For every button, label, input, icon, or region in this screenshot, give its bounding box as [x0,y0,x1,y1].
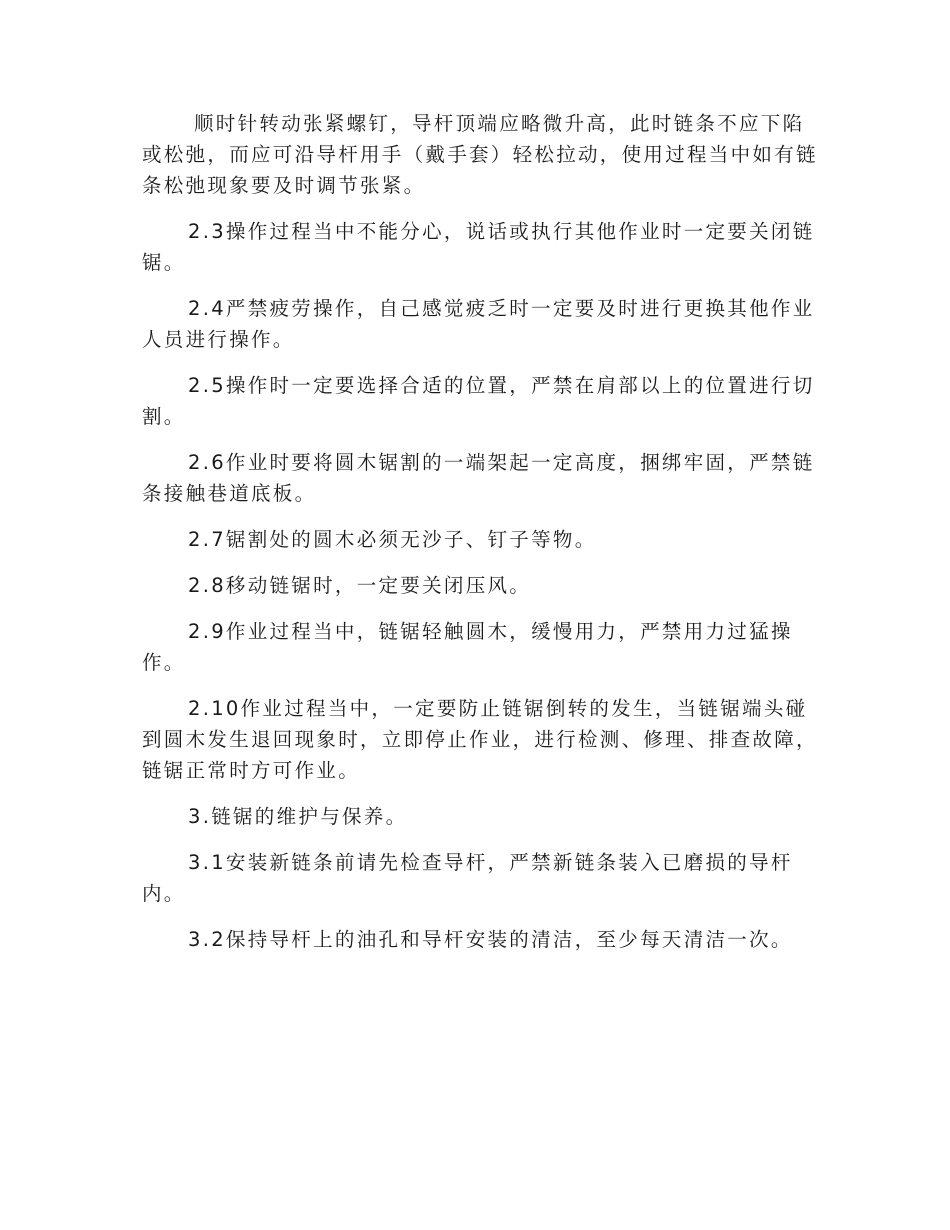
paragraph-2-4: 2.4严禁疲劳操作，自己感觉疲乏时一定要及时进行更换其他作业人员进行操作。 [142,297,815,351]
paragraph-3-2: 3.2保持导杆上的油孔和导杆安装的清洁，至少每天清洁一次。 [188,928,793,951]
paragraph-2-10: 2.10作业过程当中，一定要防止链锯倒转的发生，当链锯端头碰到圆木发生退回现象时，立即停止作业，进行检测、修理、排查故障，链锯正常时方可作业。 [142,697,818,782]
paragraph-2-8: 2.8移动链锯时，一定要关闭压风。 [188,574,532,597]
document-body [142,108,818,970]
paragraph-2-3: 2.3操作过程当中不能分心，说话或执行其他作业时一定要关闭链锯。 [142,220,815,274]
paragraph-3-1: 3.1安装新链条前请先检查导杆，严禁新链条装入已磨损的导杆内。 [142,851,793,905]
paragraph-chain-tension: 顺时针转动张紧螺钉，导杆顶端应略微升高，此时链条不应下陷或松弛，而应可沿导杆用手（戴手套）轻松拉动，使用过程当中如有链条松弛现象要及时调节张紧。 [142,112,818,197]
paragraph-2-5: 2.5操作时一定要选择合适的位置，严禁在肩部以上的位置进行切割。 [142,374,815,428]
paragraph-2-9: 2.9作业过程当中，链锯轻触圆木，缓慢用力，严禁用力过猛操作。 [142,620,793,674]
paragraph-2-6: 2.6作业时要将圆木锯割的一端架起一定高度，捆绑牢固，严禁链条接触巷道底板。 [142,451,815,505]
section-heading-3: 3.链锯的维护与保养。 [188,805,408,828]
paragraph-2-7: 2.7锯割处的圆木必须无沙子、钉子等物。 [188,528,597,551]
